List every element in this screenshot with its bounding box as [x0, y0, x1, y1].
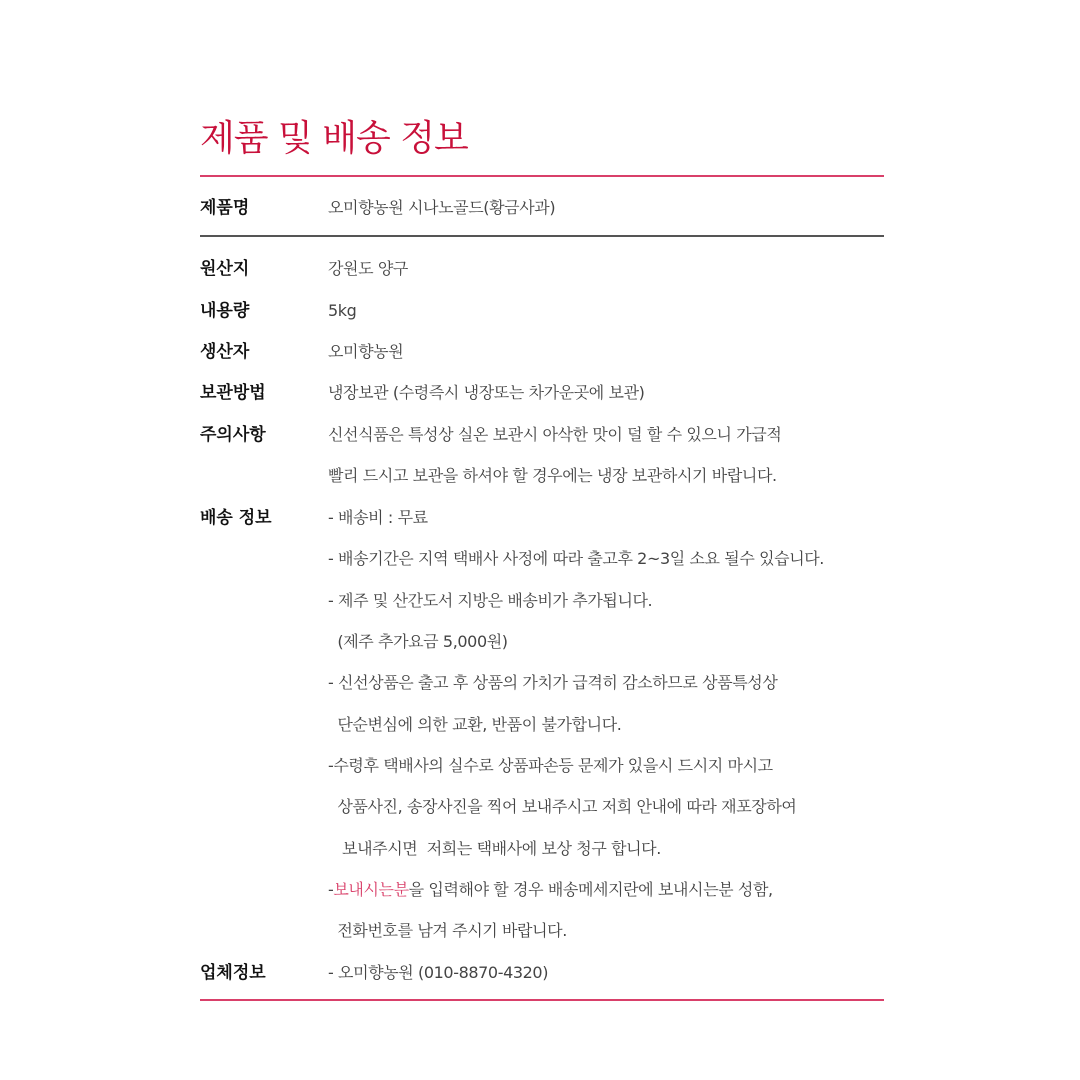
- storage-value: 냉장보관 (수령즉시 냉장또는 차가운곳에 보관): [328, 383, 645, 402]
- sender-note-prefix: -: [328, 880, 334, 899]
- shipping-line: (제주 추가요금 5,000원): [328, 632, 508, 651]
- title-divider: [200, 175, 884, 177]
- product-row: [200, 192, 884, 224]
- shipping-row-cont: [200, 626, 884, 658]
- shipping-row-cont: [200, 833, 884, 865]
- shipping-label: 배송 정보: [200, 508, 272, 528]
- storage-label: 보관방법: [200, 383, 266, 403]
- origin-label: 원산지: [200, 259, 250, 279]
- volume-row: [200, 295, 884, 327]
- shipping-line: - 배송기간은 지역 택배사 사정에 따라 출고후 2~3일 소요 될수 있습니다.: [328, 549, 824, 568]
- product-value: 오미향농원 시나노골드(황금사과): [328, 198, 556, 217]
- sender-note-line: [328, 874, 773, 906]
- shipping-row-cont: [200, 667, 884, 699]
- shipping-line: - 배송비 : 무료: [328, 508, 428, 527]
- company-row: [200, 957, 884, 989]
- producer-row: [200, 336, 884, 368]
- shipping-row-cont: [200, 709, 884, 741]
- caution-label: 주의사항: [200, 425, 266, 445]
- origin-value: 강원도 양구: [328, 259, 408, 278]
- shipping-line: 전화번호를 남겨 주시기 바랍니다.: [328, 921, 567, 940]
- company-label: 업체정보: [200, 963, 266, 983]
- bottom-divider: [200, 999, 884, 1001]
- shipping-row: [200, 502, 884, 534]
- shipping-row-cont: [200, 874, 884, 906]
- volume-label: 내용량: [200, 301, 250, 321]
- caution-line: 빨리 드시고 보관을 하셔야 할 경우에는 냉장 보관하시기 바랍니다.: [328, 466, 777, 485]
- producer-value: 오미향농원: [328, 342, 404, 361]
- shipping-row-cont: [200, 791, 884, 823]
- shipping-line: 단순변심에 의한 교환, 반품이 불가합니다.: [328, 715, 622, 734]
- shipping-line: - 신선상품은 출고 후 상품의 가치가 급격히 감소하므로 상품특성상: [328, 673, 778, 692]
- shipping-line: -수령후 택배사의 실수로 상품파손등 문제가 있을시 드시지 마시고: [328, 756, 773, 775]
- shipping-row-cont: [200, 915, 884, 947]
- page-title: 제품 및 배송 정보: [200, 118, 468, 159]
- origin-row: [200, 253, 884, 285]
- shipping-line: - 제주 및 산간도서 지방은 배송비가 추가됩니다.: [328, 591, 653, 610]
- caution-row: [200, 419, 884, 451]
- product-divider: [200, 235, 884, 237]
- sender-note-highlight: 보내시는분: [333, 880, 409, 899]
- caution-line: 신선식품은 특성상 실온 보관시 아삭한 맛이 덜 할 수 있으니 가급적: [328, 425, 782, 444]
- shipping-line: 상품사진, 송장사진을 찍어 보내주시고 저희 안내에 따라 재포장하여: [328, 797, 797, 816]
- storage-row: [200, 377, 884, 409]
- sender-note-suffix: 을 입력해야 할 경우 배송메세지란에 보내시는분 성함,: [408, 880, 773, 899]
- product-label: 제품명: [200, 198, 250, 218]
- producer-label: 생산자: [200, 342, 250, 362]
- shipping-row-cont: [200, 585, 884, 617]
- shipping-line: 보내주시면 저희는 택배사에 보상 청구 합니다.: [328, 839, 661, 858]
- shipping-row-cont: [200, 750, 884, 782]
- company-value: - 오미향농원 (010-8870-4320): [328, 963, 549, 982]
- caution-row-cont: [200, 460, 884, 492]
- volume-value: 5kg: [328, 301, 357, 320]
- shipping-row-cont: [200, 543, 884, 575]
